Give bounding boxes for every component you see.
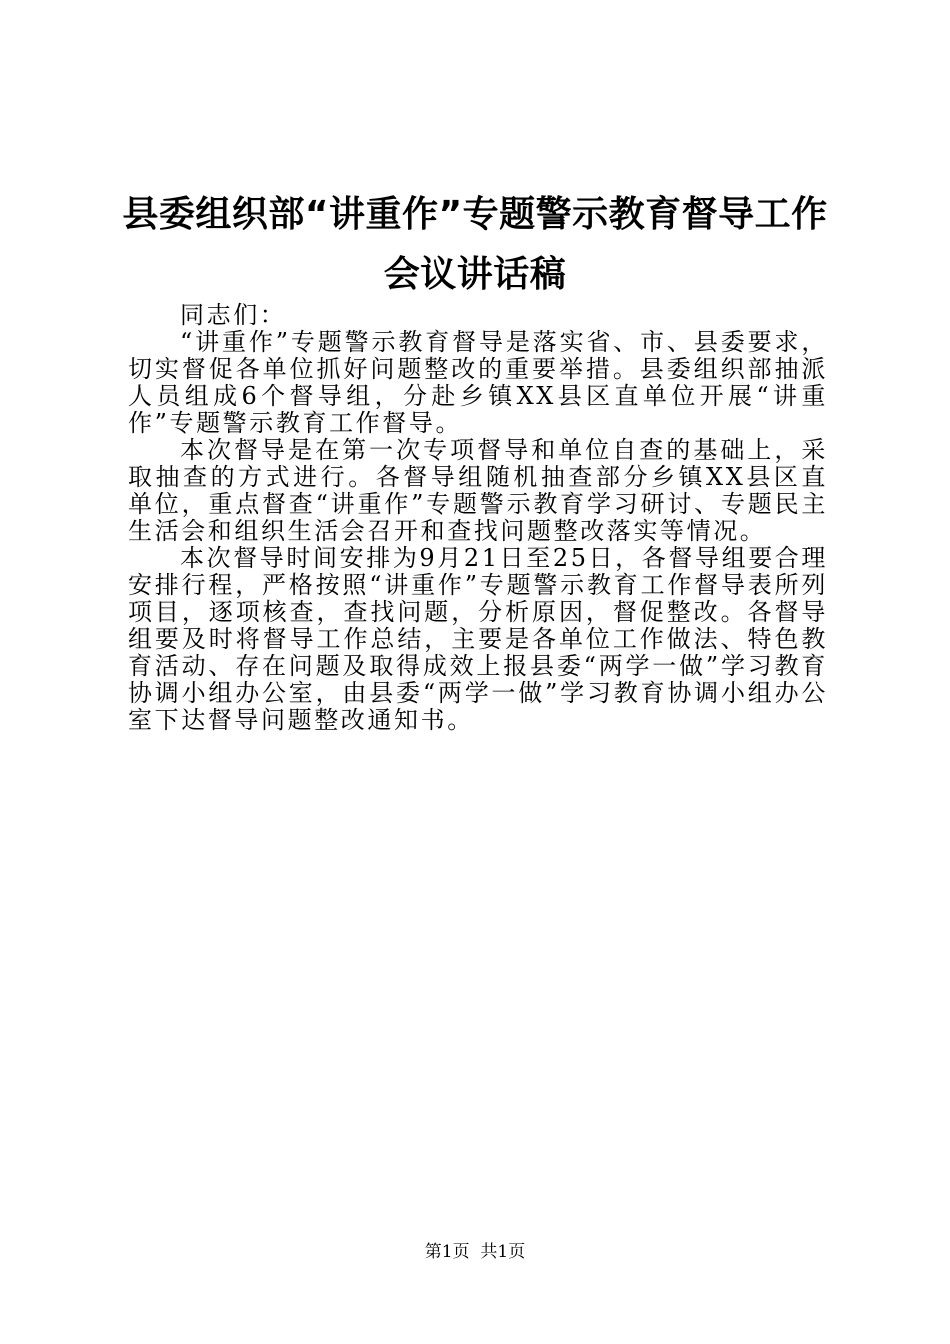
document-title bbox=[120, 185, 830, 305]
salutation: 同志们： bbox=[180, 301, 287, 329]
paragraph-3: 本次督导时间安排为9月21日至25日，各督导组要合理安排行程，严格按照“讲重作”专题警示教育工作督导表所列项目，逐项核查，查找问题，分析原因，督促整改。各督导组要及时将督导工作总结，主要是各单位工作做法、特色教育活动、存在问题及取得成效上报县委“两学一做”学习教育协调小组办公室，由县委“两学一做”学习教育协调小组办公室下达督导问题整改通知书。 bbox=[128, 544, 828, 734]
paragraph-1: “讲重作”专题警示教育督导是落实省、市、县委要求，切实督促各单位抓好问题整改的重要举措。县委组织部抽派人员组成6个督导组，分赴乡镇XX县区直单位开展“讲重作”专题警示教育工作督导。 bbox=[128, 328, 828, 437]
page-number-footer: 第1页 共1页 bbox=[424, 1242, 526, 1262]
title-line-1: 县委组织部“讲重作”专题警示教育督导工作 bbox=[122, 194, 828, 235]
title-line-2: 会议讲话稿 bbox=[383, 254, 567, 295]
document-body bbox=[128, 302, 828, 734]
paragraph-2: 本次督导是在第一次专项督导和单位自查的基础上，采取抽查的方式进行。各督导组随机抽查部分乡镇XX县区直单位，重点督查“讲重作”专题警示教育学习研讨、专题民主生活会和组织生活会召开和查找问题整改落实等情况。 bbox=[128, 436, 828, 545]
